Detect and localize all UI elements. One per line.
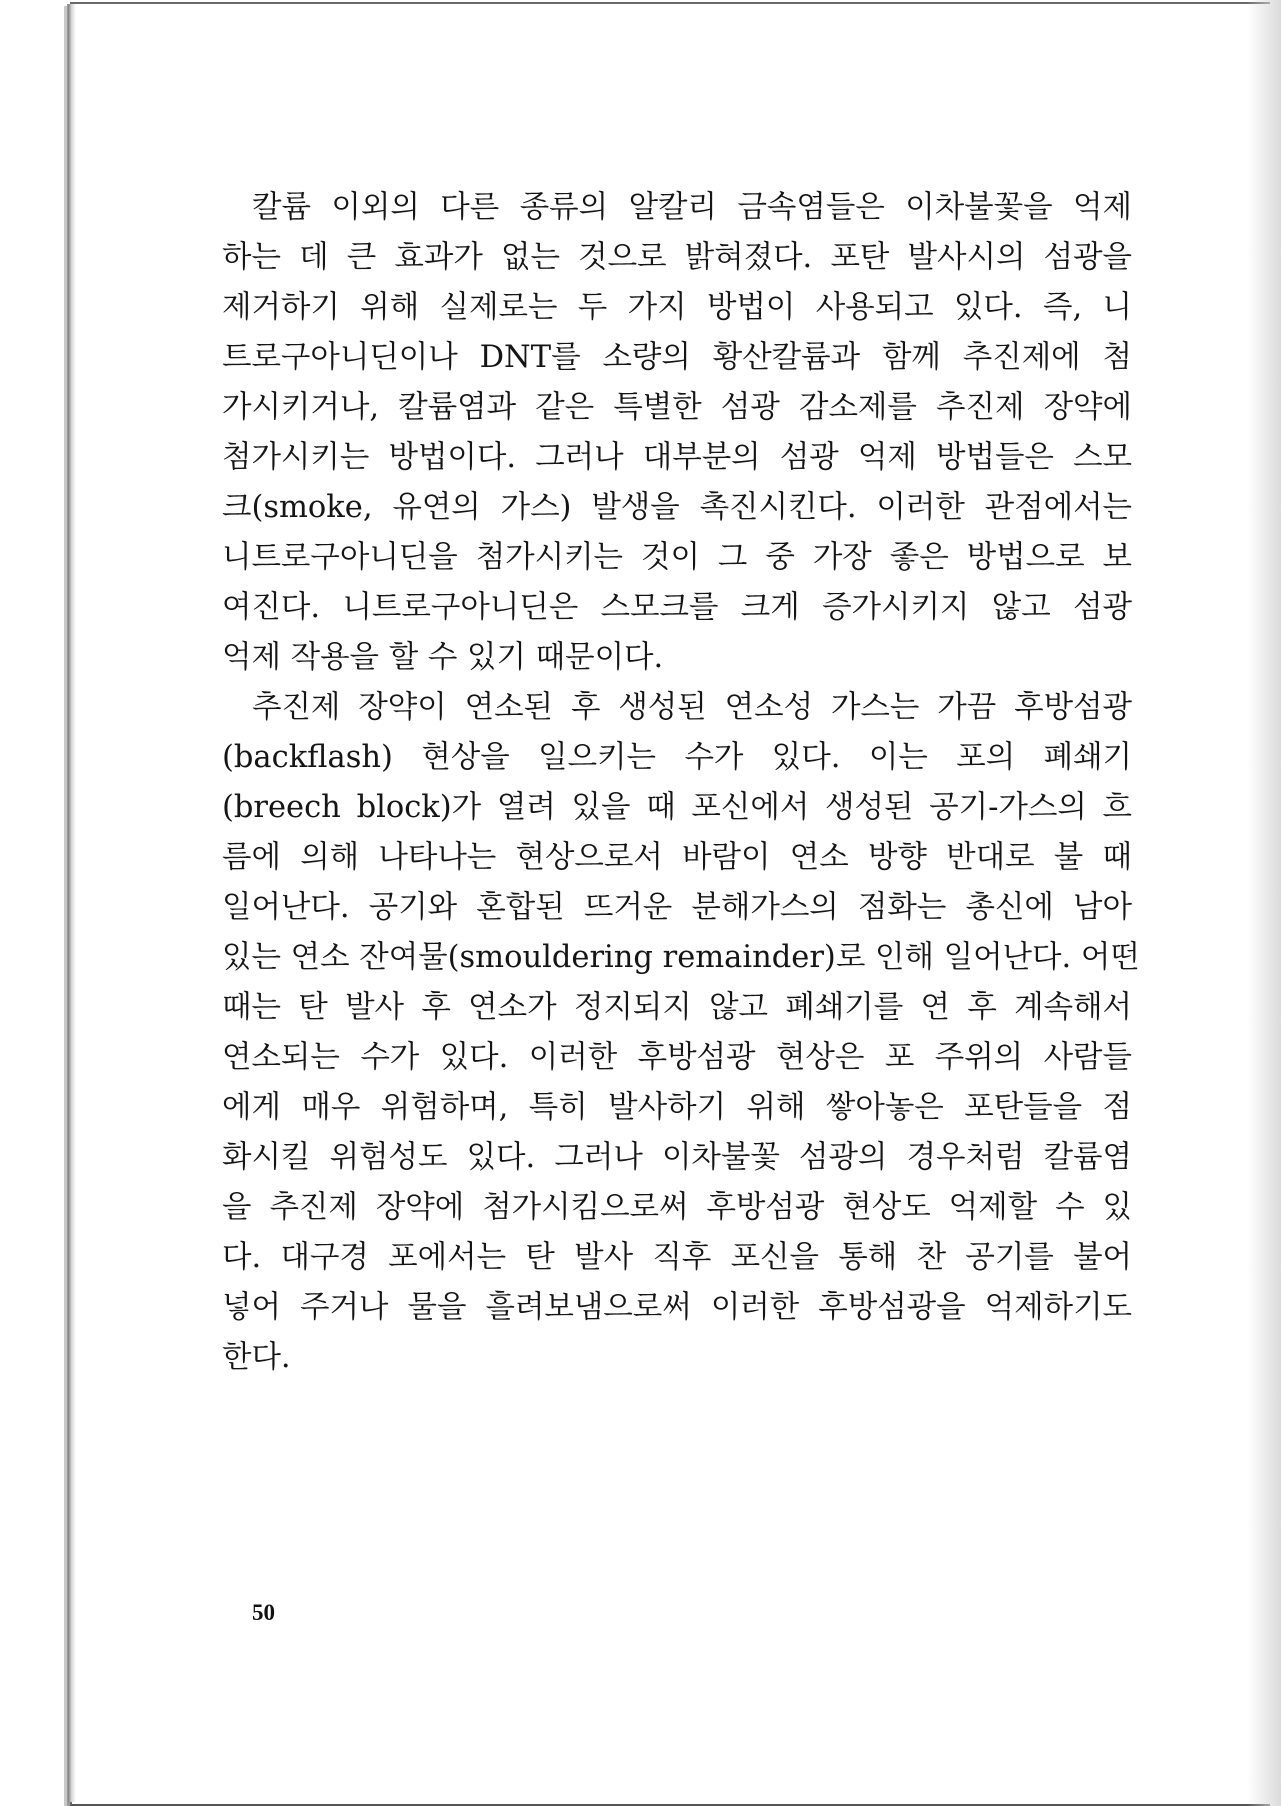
text-line: 름에 의해 나타나는 현상으로서 바람이 연소 방향 반대로 불 때 — [222, 840, 1132, 875]
text-line: (breech block)가 열려 있을 때 포신에서 생성된 공기-가스의 흐 — [222, 790, 1132, 825]
page-left-edge — [68, 4, 76, 1802]
page-number: 50 — [252, 1600, 275, 1625]
text-line: 때는 탄 발사 후 연소가 정지되지 않고 폐쇄기를 연 후 계속해서 — [222, 990, 1132, 1025]
text-line: 가시키거나, 칼륨염과 같은 특별한 섬광 감소제를 추진제 장약에 — [222, 390, 1132, 425]
text-line: 넣어 주거나 물을 흘려보냄으로써 이러한 후방섬광을 억제하기도 — [222, 1290, 1132, 1325]
text-line: (backflash) 현상을 일으키는 수가 있다. 이는 포의 폐쇄기 — [222, 740, 1132, 775]
text-line: 트로구아니딘이나 DNT를 소량의 황산칼륨과 함께 추진제에 첨 — [222, 340, 1132, 375]
body-text — [222, 183, 1140, 1383]
text-line: 일어난다. 공기와 혼합된 뜨거운 분해가스의 점화는 총신에 남아 — [222, 890, 1132, 925]
text-line: 칼륨 이외의 다른 종류의 알칼리 금속염들은 이차불꽃을 억제 — [252, 190, 1132, 225]
text-line: 추진제 장약이 연소된 후 생성된 연소성 가스는 가끔 후방섬광 — [252, 690, 1132, 725]
text-line: 한다. — [222, 1340, 291, 1375]
page-gutter-shade — [1247, 0, 1281, 1806]
text-line: 크(smoke, 유연의 가스) 발생을 촉진시킨다. 이러한 관점에서는 — [222, 490, 1132, 525]
text-line: 억제 작용을 할 수 있기 때문이다. — [222, 640, 664, 675]
text-line: 화시킬 위험성도 있다. 그러나 이차불꽃 섬광의 경우처럼 칼륨염 — [222, 1140, 1132, 1175]
text-line: 첨가시키는 방법이다. 그러나 대부분의 섬광 억제 방법들은 스모 — [222, 440, 1132, 475]
text-line: 다. 대구경 포에서는 탄 발사 직후 포신을 통해 찬 공기를 불어 — [222, 1240, 1132, 1275]
text-line: 연소되는 수가 있다. 이러한 후방섬광 현상은 포 주위의 사람들 — [222, 1040, 1132, 1075]
text-line: 여진다. 니트로구아니딘은 스모크를 크게 증가시키지 않고 섬광 — [222, 590, 1132, 625]
text-line: 제거하기 위해 실제로는 두 가지 방법이 사용되고 있다. 즉, 니 — [222, 290, 1132, 325]
text-line: 을 추진제 장약에 첨가시킴으로써 후방섬광 현상도 억제할 수 있 — [222, 1190, 1132, 1225]
text-line: 있는 연소 잔여물(smouldering remainder)로 인해 일어난다. 어떤 — [222, 940, 1140, 975]
text-line: 니트로구아니딘을 첨가시키는 것이 그 중 가장 좋은 방법으로 보 — [222, 540, 1132, 575]
text-line: 하는 데 큰 효과가 없는 것으로 밝혀졌다. 포탄 발사시의 섬광을 — [222, 240, 1132, 275]
text-line: 에게 매우 위험하며, 특히 발사하기 위해 쌓아놓은 포탄들을 점 — [222, 1090, 1132, 1125]
